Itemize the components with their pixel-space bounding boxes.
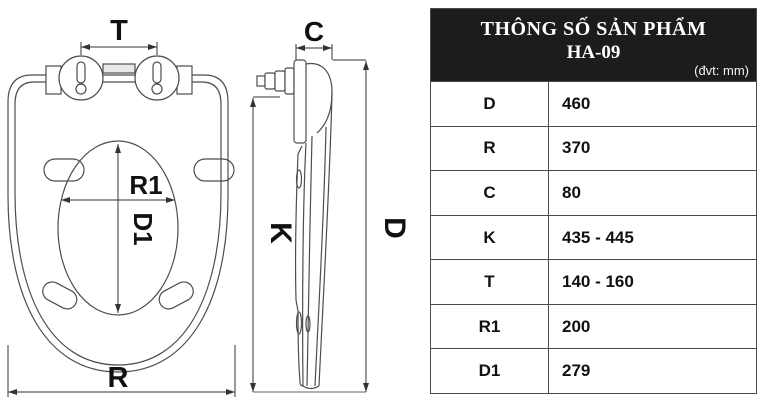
table-row <box>431 170 756 215</box>
table-row <box>431 126 756 171</box>
table-row <box>431 215 756 260</box>
spec-table <box>430 8 757 394</box>
param-cell: D <box>483 93 496 113</box>
param-cell: R <box>483 138 496 158</box>
profile-slot-2 <box>297 312 302 334</box>
profile-head <box>306 64 332 133</box>
table-row <box>431 304 756 349</box>
dim-label-r1: R1 <box>129 170 163 200</box>
profile-inner-line-1 <box>307 136 312 386</box>
hinge-right-hole <box>152 84 162 94</box>
bolt-collar <box>285 68 294 94</box>
table-row <box>431 348 756 393</box>
value-cell: 140 - 160 <box>548 260 756 304</box>
hinge-bar <box>103 64 135 73</box>
value-cell: 80 <box>548 171 756 215</box>
value-cell: 435 - 445 <box>548 216 756 260</box>
hinge-right-slot <box>153 62 161 83</box>
param-cell: T <box>484 272 495 292</box>
value-cell: 370 <box>548 127 756 171</box>
value-cell: 200 <box>548 305 756 349</box>
table-row <box>431 81 756 126</box>
hinge-plate <box>294 60 306 143</box>
dim-label-d: D <box>378 217 411 239</box>
profile-left-edge <box>303 143 306 386</box>
param-cell: C <box>483 182 496 202</box>
bolt-nut-2 <box>275 71 285 91</box>
table-row <box>431 259 756 304</box>
bolt-nut-1 <box>265 73 275 89</box>
table-title: THÔNG SỐ SẢN PHẨM <box>480 18 707 40</box>
dim-label-k: K <box>264 222 297 244</box>
dim-label-d1: D1 <box>128 212 158 246</box>
spec-table-header <box>431 9 756 81</box>
hinge-left-slot <box>77 62 85 83</box>
param-cell: K <box>483 227 496 247</box>
hinge-left-hole <box>76 84 86 94</box>
bolt-tip <box>257 76 265 86</box>
param-cell: D1 <box>478 361 501 381</box>
toilet-seat-side-view <box>253 44 366 392</box>
dim-label-t: T <box>110 15 128 47</box>
param-cell: R1 <box>478 316 501 336</box>
profile-bottom <box>303 386 319 389</box>
value-cell: 279 <box>548 349 756 393</box>
product-code: HA-09 <box>566 42 621 63</box>
toilet-seat-top-view <box>8 42 235 397</box>
unit-note: (đvt: mm) <box>694 63 749 78</box>
value-cell: 460 <box>548 82 756 126</box>
spec-table-body <box>431 81 756 393</box>
dim-label-c: C <box>303 16 325 47</box>
dim-label-r: R <box>107 362 129 394</box>
